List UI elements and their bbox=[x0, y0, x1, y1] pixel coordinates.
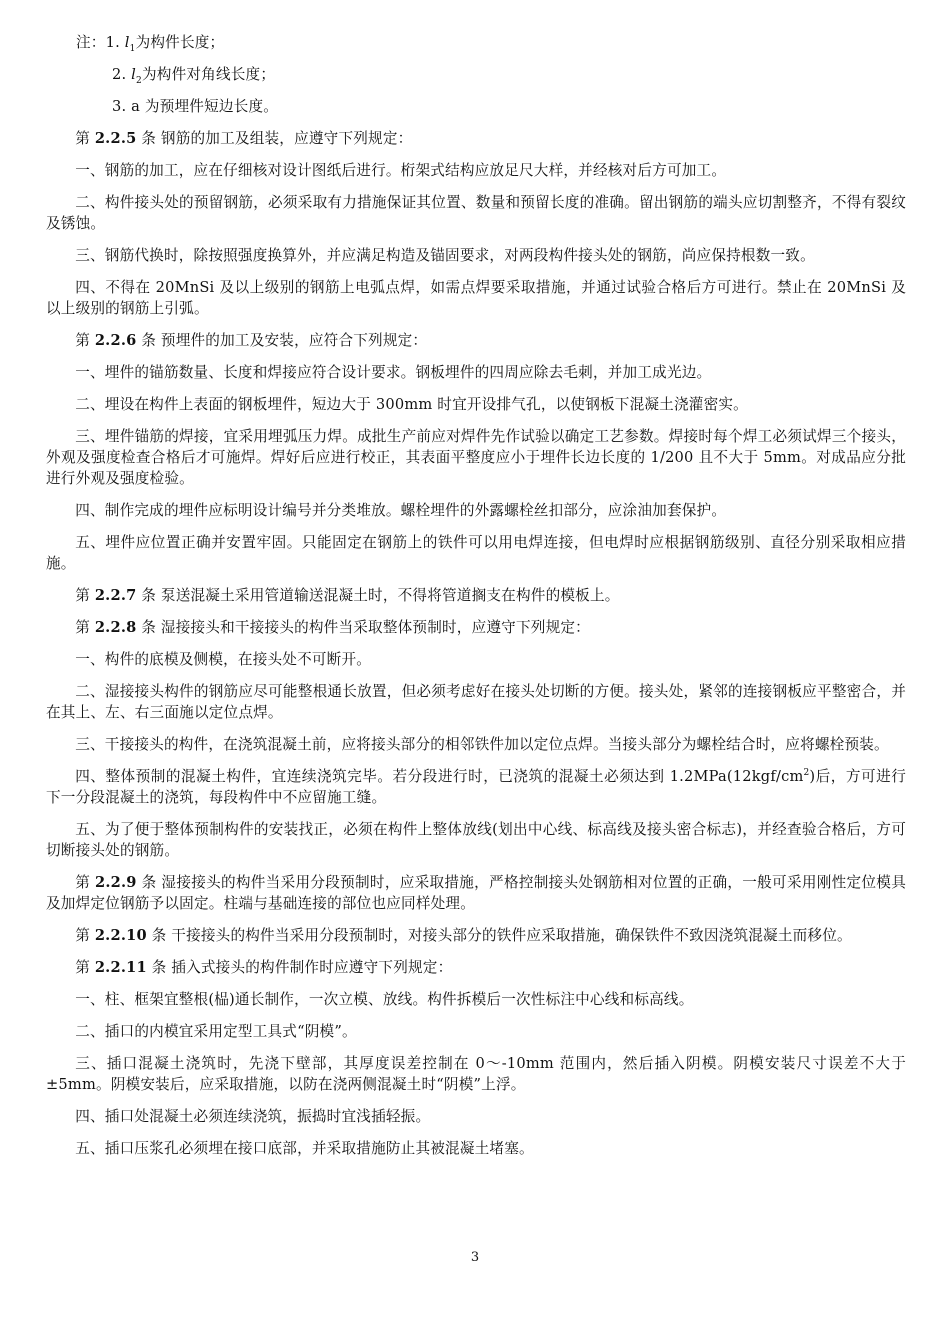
section-heading-2-2-11: 第 2.2.11 条 插入式接头的构件制作时应遵守下列规定： bbox=[75, 958, 453, 976]
paragraph: 四、插口处混凝土必须连续浇筑，振捣时宜浅插轻振。 bbox=[75, 1107, 431, 1125]
paragraph: 三、干接接头的构件，在浇筑混凝土前，应将接头部分的相邻铁件加以定位点焊。当接头部分为螺栓结合时，应将螺栓预装。 bbox=[75, 735, 889, 753]
paragraph: 三、埋件锚筋的焊接，宜采用埋弧压力焊。成批生产前应对焊件先作试验以确定工艺参数。焊接时每个焊工必须试焊三个接头，外观及强度检查合格后才可施焊。焊好后应进行校正，其表面平整度应小于埋件长边长度的 1/200 且不大于 5mm。对成品应分批进行外观及强度检验。 bbox=[46, 427, 906, 487]
paragraph: 五、埋件应位置正确并安置牢固。只能固定在钢筋上的铁件可以用电焊连接，但电焊时应根据钢筋级别、直径分别采取相应措施。 bbox=[46, 533, 906, 572]
paragraph: 一、埋件的锚筋数量、长度和焊接应符合设计要求。钢板埋件的四周应除去毛刺，并加工成光边。 bbox=[75, 363, 712, 381]
paragraph: 二、埋设在构件上表面的钢板埋件，短边大于 300mm 时宜开设排气孔，以使钢板下混凝土浇灌密实。 bbox=[75, 395, 748, 413]
paragraph: 一、柱、框架宜整根(榀)通长制作，一次立模、放线。构件拆模后一次性标注中心线和标高线。 bbox=[75, 990, 694, 1008]
section-number: 2.2.10 bbox=[94, 926, 147, 944]
section-number: 2.2.9 bbox=[95, 873, 137, 891]
section-heading-2-2-8: 第 2.2.8 条 湿接接头和干接接头的构件当采取整体预制时，应遵守下列规定： bbox=[75, 618, 590, 636]
section-number: 2.2.5 bbox=[94, 129, 137, 147]
paragraph: 三、钢筋代换时，除按照强度换算外，并应满足构造及锚固要求，对两段构件接头处的钢筋，尚应保持根数一致。 bbox=[75, 246, 815, 264]
section-heading-2-2-7: 第 2.2.7 条 泵送混凝土采用管道输送混凝土时，不得将管道搁支在构件的模板上。 bbox=[75, 586, 620, 604]
paragraph: 五、为了便于整体预制构件的安装找正，必须在构件上整体放线(划出中心线、标高线及接头密合标志)，并经查验合格后，方可切断接头处的钢筋。 bbox=[46, 820, 906, 859]
note-line-1: 注：1. $l_1$为构件长度； bbox=[76, 33, 225, 54]
section-heading-2-2-5: 第 2.2.5 条 钢筋的加工及组装，应遵守下列规定： bbox=[75, 129, 413, 147]
paragraph: 四、整体预制的混凝土构件，宜连续浇筑完毕。若分段进行时，已浇筑的混凝土必须达到 $1.2MPa(12kgf/cm^2)$后，方可进行下一分段混凝土的浇筑，每段构件中不应留施工缝。 bbox=[46, 767, 906, 806]
note-line-3: 3. a 为预埋件短边长度。 bbox=[112, 97, 279, 115]
section-number: 2.2.11 bbox=[94, 958, 147, 976]
section-number: 2.2.8 bbox=[94, 618, 137, 636]
paragraph: 二、插口的内模宜采用定型工具式“阴模”。 bbox=[75, 1022, 357, 1040]
section-heading-2-2-6: 第 2.2.6 条 预埋件的加工及安装，应符合下列规定： bbox=[75, 331, 428, 349]
paragraph: 三、插口混凝土浇筑时，先浇下壁部，其厚度误差控制在 0～-10mm 范围内，然后插入阴模。阴模安装尺寸误差不大于±5mm。阴模安装后，应采取措施，以防在浇两侧混凝土时“阴模”上浮。 bbox=[46, 1054, 906, 1093]
paragraph: 四、不得在 20MnSi 及以上级别的钢筋上电弧点焊，如需点焊要采取措施，并通过试验合格后方可进行。禁止在 20MnSi 及以上级别的钢筋上引弧。 bbox=[46, 278, 906, 317]
paragraph: 四、制作完成的埋件应标明设计编号并分类堆放。螺栓埋件的外露螺栓丝扣部分，应涂油加套保护。 bbox=[75, 501, 727, 519]
note-label: 注： bbox=[76, 33, 106, 51]
paragraph: 二、湿接接头构件的钢筋应尽可能整根通长放置，但必须考虑好在接头处切断的方便。接头处，紧邻的连接钢板应平整密合，并在其上、左、右三面施以定位点焊。 bbox=[46, 682, 906, 721]
paragraph: 二、构件接头处的预留钢筋，必须采取有力措施保证其位置、数量和预留长度的准确。留出钢筋的端头应切割整齐，不得有裂纹及锈蚀。 bbox=[46, 193, 906, 232]
section-number: 2.2.7 bbox=[94, 586, 137, 604]
section-heading-2-2-9: 第 2.2.9 条 湿接接头的构件当采用分段预制时，应采取措施，严格控制接头处钢筋相对位置的正确，一般可采用刚性定位模具及加焊定位钢筋予以固定。柱端与基础连接的部位也应同样处理。 bbox=[46, 873, 906, 912]
length-variable: l bbox=[131, 65, 137, 83]
section-heading-2-2-10: 第 2.2.10 条 干接接头的构件当采用分段预制时，对接头部分的铁件应采取措施，确保铁件不致因浇筑混凝土而移位。 bbox=[75, 926, 852, 944]
paragraph: 一、钢筋的加工，应在仔细核对设计图纸后进行。桁架式结构应放足尺大样，并经核对后方可加工。 bbox=[75, 161, 727, 179]
section-number: 2.2.6 bbox=[94, 331, 137, 349]
length-variable: l bbox=[124, 33, 130, 51]
paragraph: 五、插口压浆孔必须埋在接口底部，并采取措施防止其被混凝土堵塞。 bbox=[75, 1139, 534, 1157]
paragraph: 一、构件的底模及侧模，在接头处不可断开。 bbox=[75, 650, 372, 668]
page-number: 3 bbox=[470, 1250, 480, 1265]
note-line-2: 2. $l_2$为构件对角线长度； bbox=[112, 65, 276, 86]
